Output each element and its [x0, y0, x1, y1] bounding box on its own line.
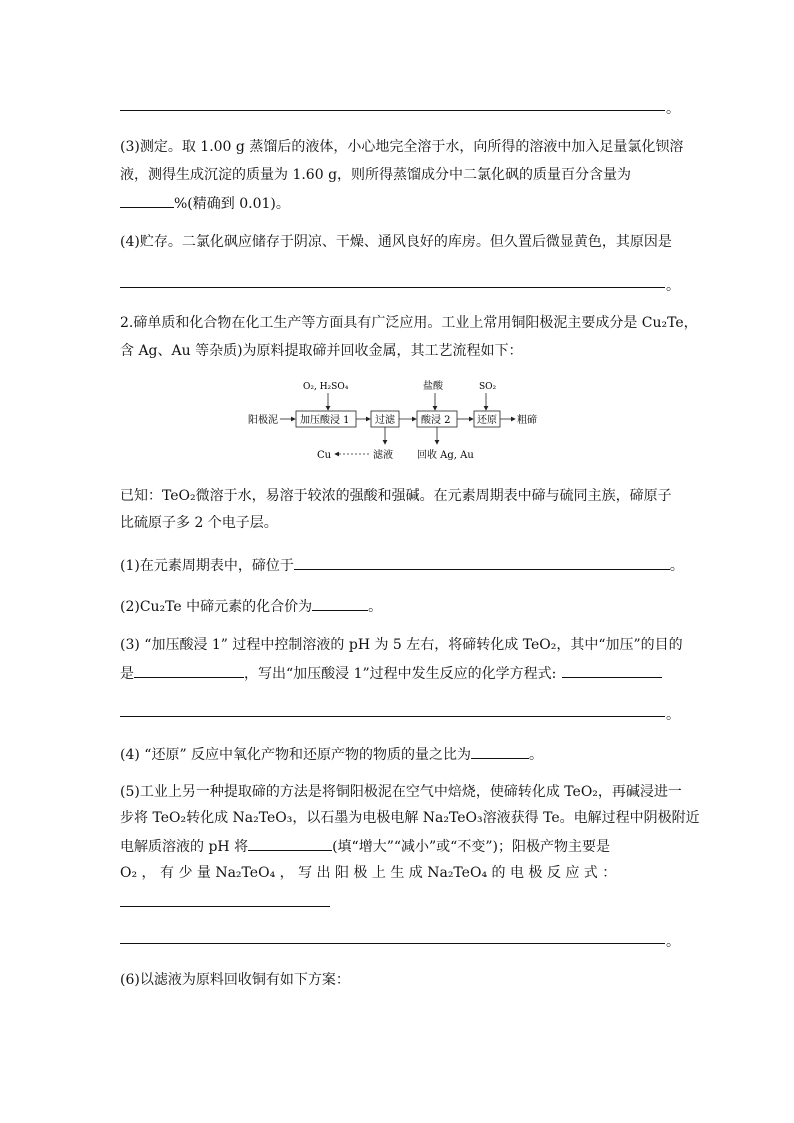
flow-step-1: 加压酸浸 1	[300, 415, 350, 426]
q2-1-line	[120, 555, 684, 575]
answer-blank	[120, 716, 665, 717]
q1-3-line3	[120, 193, 290, 213]
answer-blank	[134, 663, 244, 678]
period-mark: 。	[529, 747, 544, 763]
q2-intro-line1: 2.碲单质和化合物在化工生产等方面具有广泛应用。工业上常用铜阳极泥主要成分是 Cu₂Te，	[120, 315, 698, 331]
answer-blank	[120, 906, 330, 907]
q1-3-line2: 液，测得生成沉淀的质量为 1.60 g，则所得蒸馏成分中二氯化砜的质量百分含量为	[120, 167, 632, 183]
period-mark: 。	[669, 558, 684, 574]
known-line1: 已知：TeO₂微溶于水，易溶于较浓的强酸和强碱。在元素周期表中碲与硫同主族，碲原子	[120, 488, 672, 504]
q2-5-line2: 步将 TeO₂转化成 Na₂TeO₃，以石墨为电极电解 Na₂TeO₃溶液获得 Te。电解过程中阴极附近	[120, 810, 700, 826]
q2-1-text: (1)在元素周期表中，碲位于	[120, 558, 294, 574]
q2-4-line	[120, 744, 543, 764]
q2-6-line: (6)以滤液为原料回收铜有如下方案：	[120, 972, 350, 988]
q2-4-text: (4) “还原” 反应中氧化产物和还原产物的物质的量之比为	[120, 747, 472, 763]
flow-cu: Cu	[317, 450, 332, 461]
known-line2: 比硫原子多 2 个电子层。	[120, 515, 278, 531]
q2-5-line4: O₂ ， 有 少 量 Na₂TeO₄ ， 写 出 阳 极 上 生 成 Na₂TeO₄ 的 电 极 反 应 式 ：	[120, 865, 617, 881]
q2-2-text: (2)Cu₂Te 中碲元素的化合价为	[120, 599, 313, 615]
flow-step-4: 还原	[477, 415, 497, 426]
answer-blank	[120, 943, 665, 944]
flow-step-3: 酸浸 2	[421, 415, 451, 426]
q1-3-line1: (3)测定。取 1.00 g 蒸馏后的液体，小心地完全溶于水，向所得的溶液中加入足量氯化钡溶	[120, 139, 684, 155]
answer-blank	[471, 744, 529, 759]
answer-blank	[120, 110, 665, 111]
answer-blank	[562, 663, 662, 678]
answer-blank	[120, 193, 174, 208]
q2-3-text-a: 是	[120, 666, 134, 682]
q2-3-line2	[120, 663, 662, 683]
flow-reagent-3: 盐酸	[423, 381, 443, 392]
period-mark: 。	[666, 934, 680, 950]
q2-5-text-b: (填“增大”“减小”或“不变”)；阳极产物主要是	[332, 839, 610, 855]
flow-step-2: 过滤	[375, 415, 395, 426]
answer-blank	[248, 836, 332, 851]
period-mark: 。	[368, 599, 383, 615]
answer-blank	[312, 596, 368, 611]
period-mark: 。	[666, 278, 680, 294]
period-mark: 。	[666, 101, 680, 117]
q2-5-line3	[120, 836, 610, 856]
q2-2-line	[120, 596, 382, 616]
q2-intro-line2: 含 Ag、Au 等杂质)为原料提取碲并回收金属，其工艺流程如下：	[120, 343, 523, 359]
flow-reagent-1: O₂, H₂SO₄	[303, 382, 349, 392]
flow-recover: 回收 Ag, Au	[417, 450, 474, 461]
flow-reagent-4: SO₂	[479, 382, 497, 392]
q2-5-line1: (5)工业上另一种提取碲的方法是将铜阳极泥在空气中焙烧，使碲转化成 TeO₂，再碱浸进一	[120, 784, 682, 800]
process-flow-diagram	[245, 378, 545, 468]
flow-filtrate: 滤液	[373, 450, 393, 461]
q2-5-text-a: 电解质溶液的 pH 将	[120, 839, 249, 855]
answer-blank	[294, 555, 670, 570]
period-mark: 。	[666, 707, 680, 723]
answer-blank	[120, 287, 665, 288]
q1-4-line1: (4)贮存。二氯化砜应储存于阴凉、干燥、通风良好的库房。但久置后微显黄色，其原因是	[120, 234, 672, 250]
q2-3-text-b: ，写出“加压酸浸 1”过程中发生反应的化学方程式:	[244, 666, 557, 682]
q1-3-line3-text: %(精确到 0.01)。	[174, 196, 290, 212]
q2-3-line1: (3) “加压酸浸 1” 过程中控制溶液的 pH 为 5 左右，将碲转化成 TeO₂，其中“加压”的目的	[120, 637, 683, 653]
flow-product: 粗碲	[517, 415, 537, 426]
flow-input: 阳极泥	[248, 415, 278, 426]
